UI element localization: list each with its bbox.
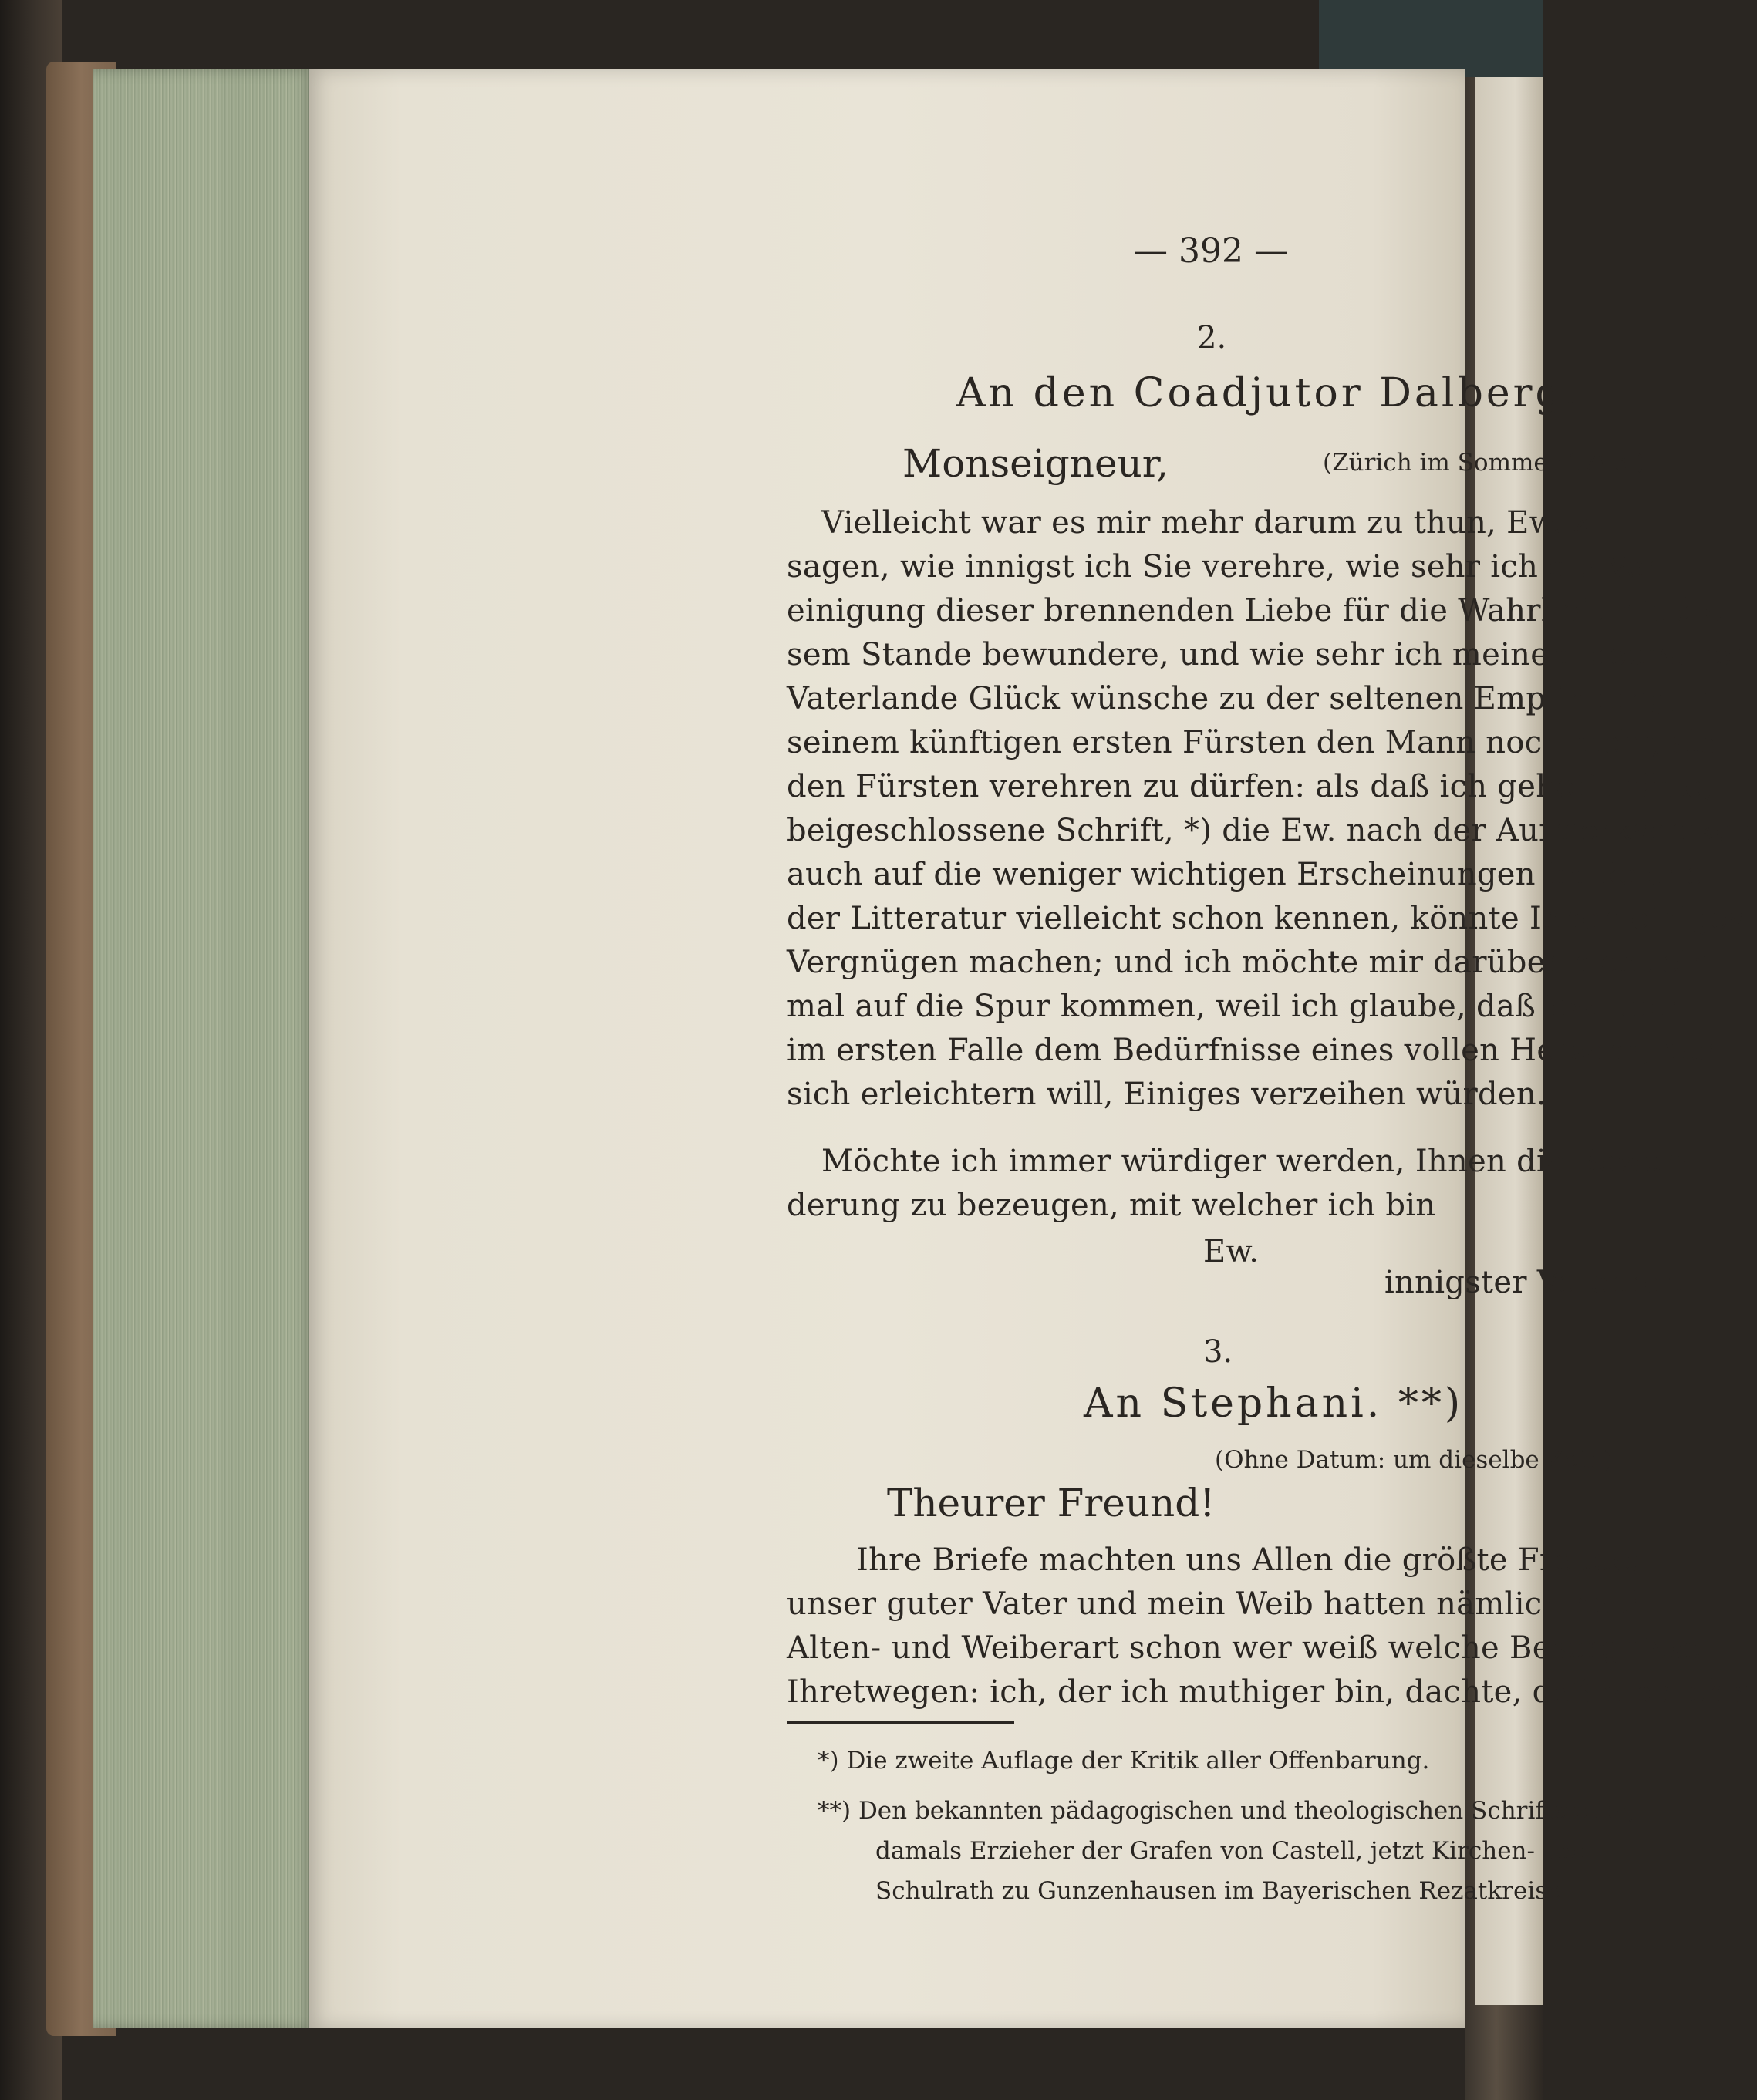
body-line: seinem künftigen ersten Fürsten den Mann noch mehr, als	[787, 725, 1717, 760]
footnote-2-line: Schulrath zu Gunzenhausen im Bayerischen Rezatkreise.	[875, 1877, 1570, 1905]
signature: innigster Verehrer.	[1384, 1265, 1684, 1300]
body-line: beigeschlossene Schrift, *) die Ew. nach der Aufmerksamkeit	[787, 813, 1757, 848]
closing-line: derung zu bezeugen, mit welcher ich bin	[787, 1188, 1436, 1223]
body-line: unser guter Vater und mein Weib hatten nämlich nach	[787, 1586, 1649, 1622]
book-page	[309, 69, 1757, 2028]
body-line: den Fürsten verehren zu dürfen: als daß ich gehofft hätte,	[787, 769, 1714, 804]
footnote-2-line: **) Den bekannten pädagogischen und theologischen Schriftsteller,	[818, 1797, 1636, 1825]
footnote-1: *) Die zweite Auflage der Kritik aller Offenbarung.	[818, 1747, 1430, 1775]
background-cover	[1319, 0, 1543, 77]
body-line: auch auf die weniger wichtigen Erscheinungen im Reiche	[787, 857, 1704, 892]
letter-2-heading: An den Coadjutor Dalberg.	[956, 370, 1580, 416]
body-line: sagen, wie innigst ich Sie verehre, wie sehr ich die Ver-	[787, 549, 1671, 585]
letter-3-heading: An Stephani. **)	[1084, 1380, 1464, 1427]
body-line: Vaterlande Glück wünsche zu der seltenen Empfindung, in	[787, 681, 1718, 716]
body-line: Vielleicht war es mir mehr darum zu thun, Ew. zu	[821, 505, 1609, 541]
closing-ew: Ew.	[1203, 1234, 1260, 1269]
body-line: einigung dieser brennenden Liebe für die Wahrheit mit die-	[787, 593, 1734, 629]
body-line: der Litteratur vielleicht schon kennen, könnte Ihnen einiges	[787, 901, 1745, 936]
body-line: Alten- und Weiberart schon wer weiß welche Besorgnisse	[787, 1630, 1702, 1666]
closing-line: Möchte ich immer würdiger werden, Ihnen die Bewun-	[821, 1144, 1695, 1179]
body-line: sich erleichtern will, Einiges verzeihen würden.	[787, 1077, 1546, 1112]
footnote-rule	[787, 1721, 1014, 1724]
body-line: mal auf die Spur kommen, weil ich glaube, daß Ew. auch	[787, 989, 1688, 1024]
body-line: Ihre Briefe machten uns Allen die größte Freude;	[856, 1542, 1643, 1578]
page-number: — 392 —	[1134, 231, 1288, 271]
body-line: Vergnügen machen; und ich möchte mir darüber nicht ein-	[787, 945, 1721, 980]
letter-2-number: 2.	[1197, 320, 1227, 356]
letter-2-salutation: Monseigneur,	[902, 441, 1169, 486]
body-line: im ersten Falle dem Bedürfnisse eines vollen Herzens, das	[787, 1033, 1716, 1068]
page-edges	[93, 69, 316, 2028]
footnote-2-line: damals Erzieher der Grafen von Castell, jetzt Kirchen- und	[875, 1837, 1589, 1865]
letter-3-date: (Ohne Datum: um dieselbe Zeit.)	[1215, 1446, 1612, 1474]
letter-2-date: (Zürich im Sommer 1793.)	[1323, 449, 1645, 477]
body-line: sem Stande bewundere, und wie sehr ich meinem deutschen	[787, 637, 1752, 672]
body-line: Ihretwegen: ich, der ich muthiger bin, dachte, daß Sie sich's	[787, 1674, 1751, 1710]
letter-3-salutation: Theurer Freund!	[887, 1481, 1216, 1525]
letter-3-number: 3.	[1203, 1334, 1233, 1370]
